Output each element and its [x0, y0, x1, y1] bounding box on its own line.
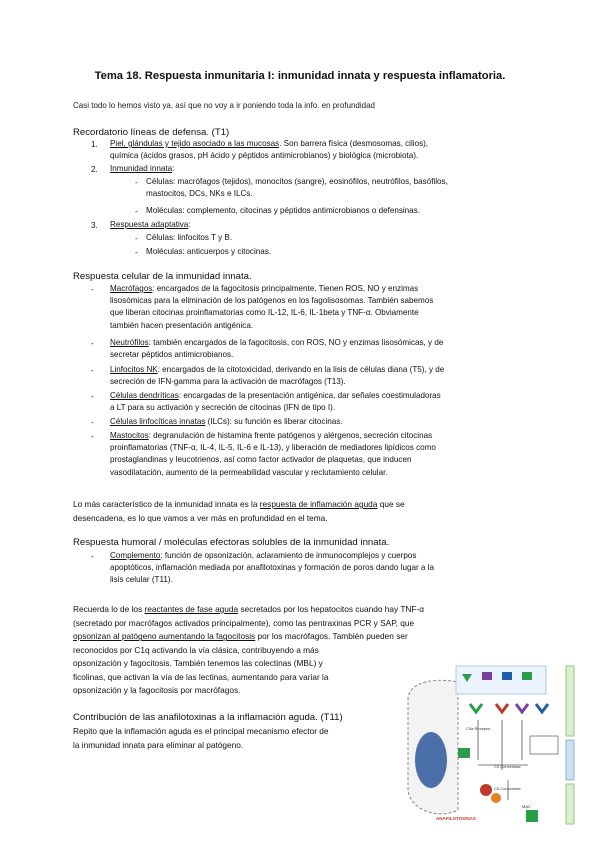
item-text: : también encargados de la fagocitosis, con ROS, NO y enzimas lisosómicas, y de: [148, 338, 444, 347]
bullet: -: [91, 432, 94, 441]
page-title: Tema 18. Respuesta inmunitaria I: inmunidad innata y respuesta inflamatoria.: [94, 70, 506, 82]
list-number: 3.: [91, 221, 98, 230]
side-bar: [566, 784, 574, 824]
item-text: :: [172, 164, 175, 173]
para-text: (secretado por macrófagos activados principalmente), como las pentraxinas PCR y SAP, que: [73, 617, 415, 628]
item-label: Células linfocíticas innatas: [110, 417, 206, 426]
item-label: Linfocitos NK: [110, 365, 158, 374]
item-text: : degranulación de histamina frente patógenos y alérgenos, secreción citocinas: [148, 431, 433, 440]
item-text: prostaglandinas y leucotrienos, así como factor activador de plaquetas, que inducen: [110, 455, 412, 465]
paragraph-fase-aguda-cont: [73, 644, 393, 698]
list-item-dendriticas: [110, 390, 528, 414]
complement-figure: [398, 660, 578, 830]
figure-label: C5 Convertase: [494, 786, 521, 791]
protein-box: [458, 748, 470, 758]
list-item: [110, 219, 528, 231]
para-text: la inmunidad innata para eliminar al patógeno.: [73, 739, 244, 750]
item-text: proinflamatorias (TNF-α, IL-4, IL-5, IL-6 e IL-13), y liberación de mediadores lipídicos como: [110, 443, 436, 453]
receptor-icon: [470, 704, 482, 712]
section-heading-cellular: Respuesta celular de la inmunidad innata.: [73, 271, 252, 282]
figure-label: MAC: [522, 804, 531, 809]
item-text: a LT para su activación y secreción de citocinas (IFN de tipo I).: [110, 403, 336, 413]
para-text: desencadena, es lo que vamos a ver más en profundidad en el tema.: [73, 512, 328, 523]
item-label: Complemento: [110, 551, 161, 560]
list-item-complemento: [110, 550, 528, 587]
side-bar: [566, 740, 574, 780]
item-text: : encargados de la fagocitosis principalmente. Tienen ROS, NO y enzimas: [152, 284, 419, 293]
list-item-nk: [110, 364, 528, 388]
para-text: Repito que la inflamación aguda es el principal mecanismo efector de: [73, 726, 329, 736]
list-item-macrofagos: [110, 283, 528, 332]
list-item-neutrofilos: [110, 337, 528, 361]
list-number: 1.: [91, 140, 98, 149]
pathogen-panel: [456, 666, 546, 694]
para-text: que se: [377, 499, 405, 509]
figure-label: ANAFILOTOXINAS: [436, 816, 476, 821]
para-text: Recuerda lo de los: [73, 604, 145, 614]
paragraph-fase-aguda: [73, 603, 528, 644]
bullet: -: [91, 285, 94, 294]
item-label: Respuesta adaptativa: [110, 220, 189, 229]
square-icon: [482, 672, 492, 680]
receptor-icon: [536, 704, 548, 712]
item-text: : encargadas de la presentación antigénica, dar señales coestimuladoras: [178, 391, 441, 400]
item-text: : función de opsonización, aclaramiento de inmunocomplejos y cuerpos: [160, 551, 417, 560]
intro-note: Casi todo lo hemos visto ya, así que no voy a ir poniendo toda la info. en profundidad: [73, 101, 375, 110]
section-heading-anafilotoxinas: Contribución de las anafilotoxinas a la inflamación aguda. (T11): [73, 712, 343, 723]
bullet: -: [135, 207, 138, 216]
bullet: -: [91, 418, 94, 427]
item-text: vasodilatación, aumento de la permeabilidad vascular y reclutamiento celular.: [110, 467, 388, 477]
item-text: apoptóticos, inflamación mediada por anafilotoxinas y formación de poros dando lugar a la: [110, 563, 434, 573]
figure-label: C5a Receptor: [466, 726, 491, 731]
item-label: Neutrófilos: [110, 338, 149, 347]
item-text: . Son barrera física (desmosomas, cilios),: [279, 139, 429, 148]
para-text: ficolinas, que activan la vía de las lectinas, aumentando para variar la: [73, 671, 329, 682]
item-label: Macrófagos: [110, 284, 153, 293]
receptor-icon: [516, 704, 528, 712]
bullet: -: [91, 392, 94, 401]
para-underlined: respuesta de inflamación aguda: [259, 499, 378, 509]
bullet: -: [135, 178, 138, 187]
sub-item-text: Células: macrófagos (tejidos), monocitos (sangre), eosinófilos, neutrófilos, basófilos,: [146, 177, 448, 186]
item-text: secretar péptidos antimicrobianos.: [110, 350, 234, 360]
item-label: Piel, glándulas y tejido asociado a las mucosas: [110, 139, 280, 148]
paragraph-anafilotoxinas: [73, 725, 393, 752]
square-icon: [522, 672, 532, 680]
cell-nucleus: [415, 732, 447, 788]
molecule-icon: [480, 784, 492, 796]
para-underlined: reactantes de fase aguda: [144, 604, 239, 614]
square-icon: [502, 672, 512, 680]
molecule-icon: [491, 793, 501, 803]
sub-item-text: mastocitos, DCs, NKs e ILCs.: [146, 189, 253, 199]
item-text: secreción de IFN-gamma para la activación de macrófagos (T13).: [110, 377, 346, 387]
paragraph-inflamacion: [73, 498, 528, 525]
protein-box: [530, 736, 558, 754]
item-text: (ILCs): su función es liberar citocinas.: [205, 417, 343, 426]
para-underlined: opsonizan al patógeno aumentando la fagocitosis: [73, 631, 256, 642]
section-heading-humoral: Respuesta humoral / moléculas efectoras solubles de la inmunidad innata.: [73, 537, 390, 548]
sub-item: Células: linfocitos T y B.: [146, 233, 233, 242]
item-label: Células dendríticas: [110, 391, 179, 400]
item-label: Inmunidad innata: [110, 164, 173, 173]
sub-item: [146, 176, 528, 200]
mac-icon: [526, 810, 538, 822]
item-text: :: [188, 220, 191, 229]
para-text: opsonización y la fagocitosis por macrófagos.: [73, 685, 241, 696]
para-text: reconocidos por C1q activando la vía clásica, contribuyendo a más: [73, 645, 319, 655]
sub-item: Moléculas: complemento, citocinas y péptidos antimicrobianos o defensinas.: [146, 206, 420, 215]
para-text: Lo más característico de la inmunidad innata es la: [73, 499, 260, 509]
para-text: secretados por los hepatocitos cuando hay TNF-α: [238, 604, 425, 614]
receptor-icon: [496, 704, 508, 712]
list-number: 2.: [91, 165, 98, 174]
item-text: química (ácidos grasos, pH ácido y péptidos antimicrobianos) y biológica (microbiota).: [110, 151, 419, 161]
sub-item: Moléculas: anticuerpos y citocinas.: [146, 247, 272, 256]
para-text: por los macrófagos. También pueden ser: [255, 631, 408, 642]
bullet: -: [135, 248, 138, 257]
item-text: lisis celular (T11).: [110, 575, 173, 585]
bullet: -: [91, 366, 94, 375]
item-text: que liberan citocinas proinflamatorias como IL-12, IL-6, IL-1beta y TNF-α. Obviamente: [110, 308, 419, 318]
section-heading-defense: Recordatorio líneas de defensa. (T1): [73, 127, 230, 138]
bullet: -: [91, 552, 94, 561]
bullet: -: [91, 339, 94, 348]
figure-label: C3 Convertase: [494, 764, 521, 769]
list-item-mastocitos: [110, 430, 528, 479]
side-bar: [566, 666, 574, 736]
bullet: -: [135, 234, 138, 243]
item-text: : encargados de la citotoxicidad, derivando en la lisis de células diana (T5), y de: [157, 365, 445, 374]
list-item: [110, 138, 528, 162]
list-item-ilcs: [110, 416, 528, 428]
item-label: Mastocitos: [110, 431, 149, 440]
para-text: opsonización y fagocitosis. También tenemos las colectinas (MBL) y: [73, 658, 323, 669]
list-item: [110, 163, 528, 175]
item-text: también hacen presentación antigénica.: [110, 320, 254, 330]
item-text: lisosómicas para la eliminación de los patógenos en los fagolisosomas. También sabemos: [110, 296, 434, 306]
